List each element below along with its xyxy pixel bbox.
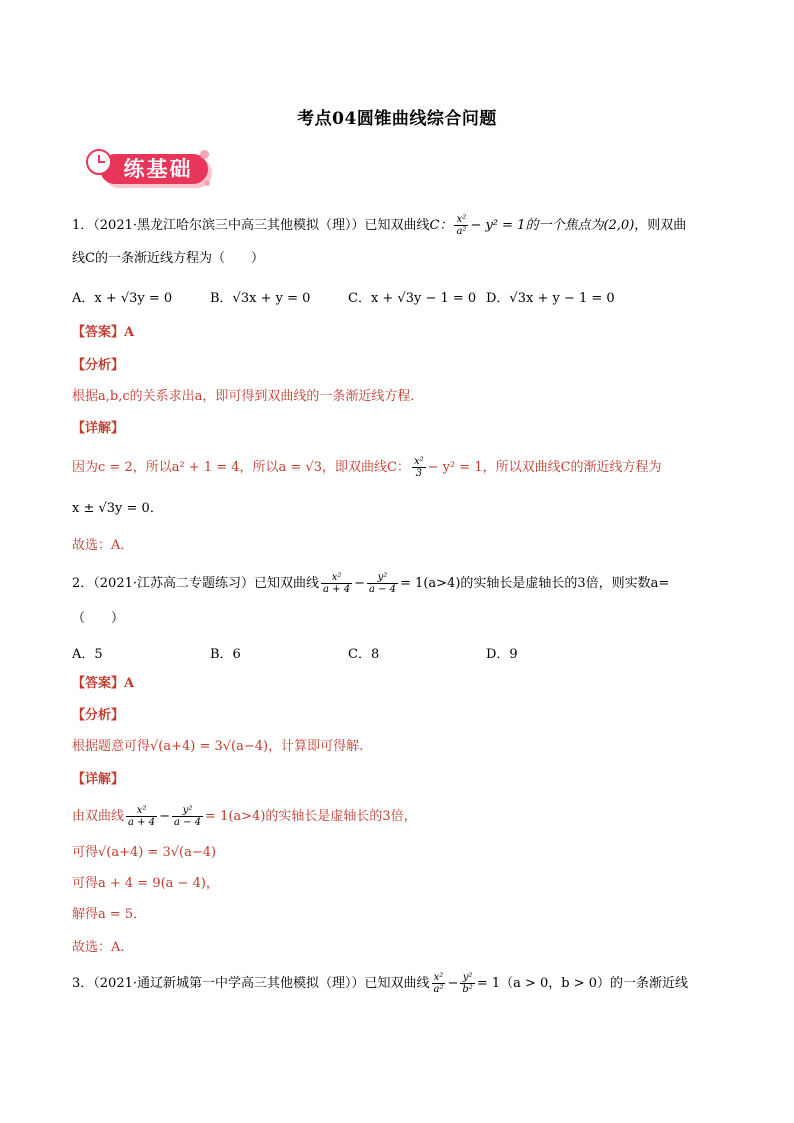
q2-analysis-tag: 【分析】	[72, 708, 125, 723]
q1-analysis-tag: 【分析】	[72, 358, 125, 373]
q2-answer: 【答案】A	[72, 676, 135, 691]
q2-fraction-2: $\frac{\text{y²}}{a - 4}$	[368, 572, 397, 595]
q2-detail-fraction-2: $\frac{\text{y²}}{a - 4}$	[173, 805, 202, 828]
q2-choice-d: D．9	[486, 647, 518, 662]
q1-curve-name: C：	[429, 218, 453, 233]
q1-choice-c: C．x + √3y − 1 = 0	[348, 291, 477, 306]
q1-choice-d: D．√3x + y − 1 = 0	[486, 291, 615, 306]
q1-conclusion: 故选：A．	[72, 538, 134, 553]
q2-step-2: 可得a + 4 = 9(a − 4)，	[72, 876, 219, 891]
q2-stem-line1: 2．（2021·江苏高二专题练习）已知双曲线 $\frac{\text{x²}}{a + 4}$ − $\frac{\text{y²}}{a - 4}$ = 1(a>4)的实轴长是虚轴长的3倍，则实数a=	[72, 572, 670, 595]
q1-detail-fraction: $\frac{\text{x²}}{3}$	[413, 456, 424, 479]
q2-conclusion: 故选：A.	[72, 940, 125, 955]
q1-stem-line1: 1．（2021·黑龙江哈尔滨三中高三其他模拟（理））已知双曲线C： $\frac{\text{x²}}{\text{a²}}$ − y² = 1的一个焦点为(2,0)，则双曲	[72, 214, 687, 237]
q1-fraction: $\frac{\text{x²}}{\text{a²}}$	[456, 214, 467, 237]
q2-detail-tag: 【详解】	[72, 772, 125, 787]
q1-focus: (2,0)	[603, 218, 635, 233]
q2-choice-a: A．5	[72, 647, 103, 662]
q1-detail: 因为c = 2，所以a² + 1 = 4，所以a = √3，即双曲线C： $\frac{\text{x²}}{3}$ − y² = 1，所以双曲线C的渐近线方程为	[72, 456, 662, 479]
q1-detail-result: x ± √3y = 0．	[72, 501, 163, 516]
q2-step-3: 解得a = 5．	[72, 907, 147, 922]
q2-analysis: 根据题意可得√(a+4) = 3√(a−4)，计算即可得解.	[72, 739, 364, 754]
q2-detail-fraction-1: $\frac{\text{x²}}{a + 4}$	[128, 805, 156, 828]
q1-choice-a: A．x + √3y = 0	[72, 291, 173, 306]
q2-fraction-1: $\frac{\text{x²}}{a + 4}$	[323, 572, 351, 595]
q1-detail-tag: 【详解】	[72, 421, 125, 436]
q3-fraction-1: $\frac{\text{x²}}{\text{a²}}$	[433, 972, 444, 995]
q2-step-1: 可得√(a+4) = 3√(a−4)	[72, 845, 217, 860]
q3-fraction-2: $\frac{\text{y²}}{\text{b²}}$	[462, 972, 473, 995]
q1-equation: − y² = 1的一个焦点为	[470, 218, 604, 233]
page-title: 考点04圆锥曲线综合问题	[297, 109, 497, 129]
q2-detail: 由双曲线 $\frac{\text{x²}}{a + 4}$ − $\frac{\text{y²}}{a - 4}$ = 1(a>4)的实轴长是虚轴长的3倍，	[72, 805, 417, 828]
q2-choice-b: B．6	[210, 647, 241, 662]
q1-choice-b: B．√3x + y = 0	[210, 291, 311, 306]
q1-text: 1．（2021·黑龙江哈尔滨三中高三其他模拟（理））已知双曲线	[72, 218, 430, 233]
q1-analysis: 根据a,b,c的关系求出a，即可得到双曲线的一条渐近线方程．	[72, 389, 424, 404]
section-badge	[82, 146, 216, 192]
q2-stem-line2: （ ）	[72, 611, 125, 626]
badge-label: 练基础	[123, 156, 193, 181]
q1-stem-line2: 线C的一条渐近线方程为（ ）	[72, 251, 264, 266]
q3-stem-line1: 3．（2021·通辽新城第一中学高三其他模拟（理））已知双曲线 $\frac{\text{x²}}{\text{a²}}$ − $\frac{\text{y²}}{\text{b²}}$ = 1（a > 0，b > 0）的一条渐近线	[72, 972, 689, 995]
q2-choice-c: C．8	[348, 647, 380, 662]
q1-answer: 【答案】A	[72, 325, 135, 340]
